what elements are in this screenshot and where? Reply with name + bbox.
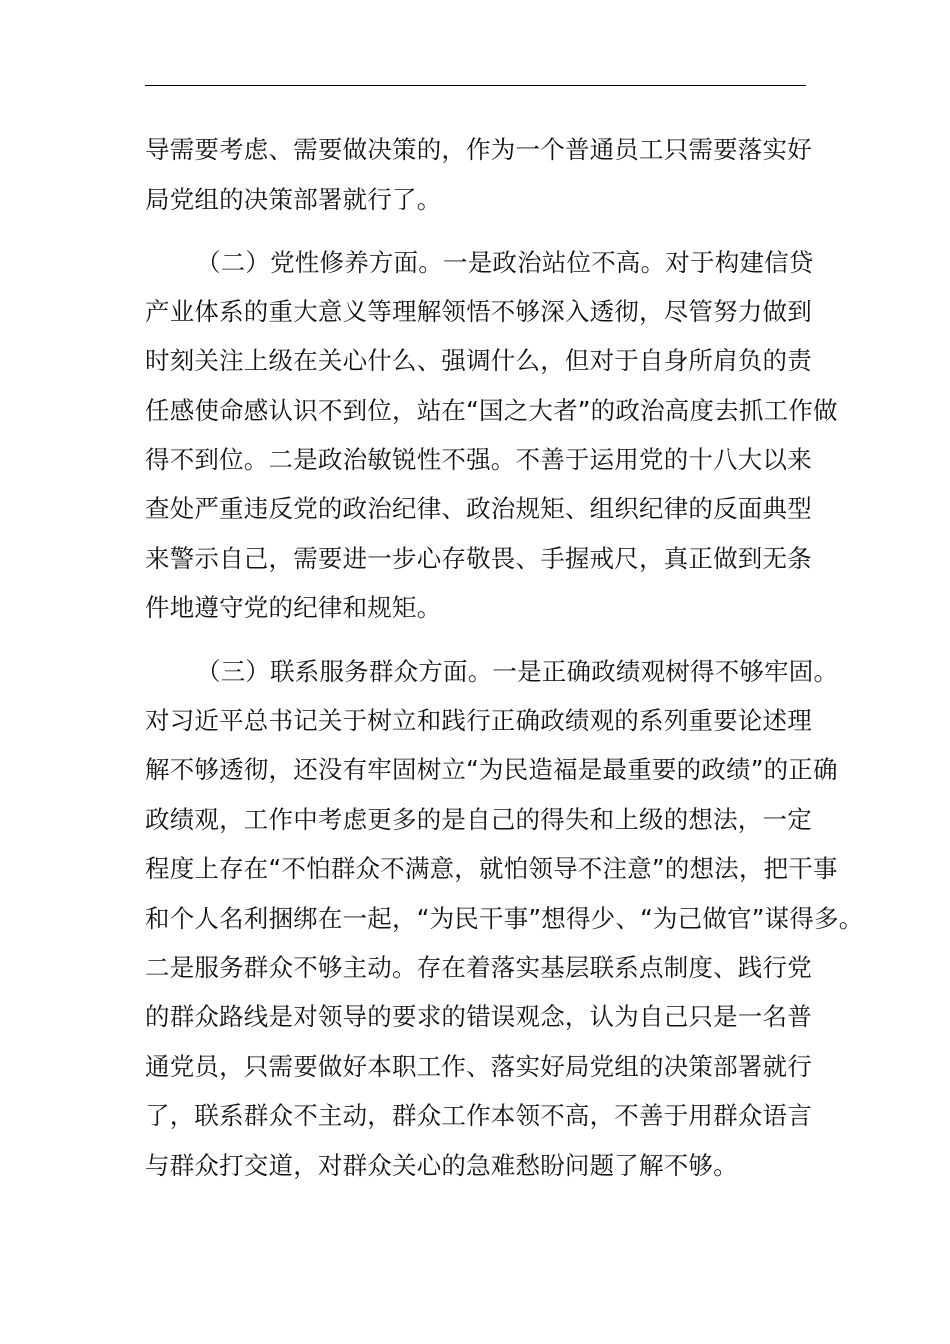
- paragraph-line: 与群众打交道，对群众关心的急难愁盼问题了解不够。: [145, 1151, 738, 1180]
- paragraph-line: 了，联系群众不主动，群众工作本领不高，不善于用群众语言: [145, 1101, 812, 1130]
- paragraph-line: 局党组的决策部署就行了。: [145, 185, 442, 214]
- paragraph-line: 对习近平总书记关于树立和践行正确政绩观的系列重要论述理: [145, 706, 812, 735]
- paragraph-line: 来警示自己，需要进一步心存敬畏、手握戒尺，真正做到无条: [145, 544, 812, 573]
- paragraph-line: 任感使命感认识不到位，站在“国之大者”的政治高度去抓工作做: [145, 396, 838, 425]
- paragraph-line: 得不到位。二是政治敏锐性不强。不善于运用党的十八大以来: [145, 445, 812, 474]
- paragraph-line: 查处严重违反党的政治纪律、政治规矩、组织纪律的反面典型: [145, 494, 812, 523]
- paragraph-line: 通党员，只需要做好本职工作、落实好局党组的决策部署就行: [145, 1052, 812, 1081]
- section-3-heading-line: （三）联系服务群众方面。一是正确政绩观树得不够牢固。: [196, 657, 839, 686]
- paragraph-line: 产业体系的重大意义等理解领悟不够深入透彻，尽管努力做到: [145, 297, 812, 326]
- paragraph-line: 政绩观，工作中考虑更多的是自己的得失和上级的想法，一定: [145, 805, 812, 834]
- paragraph-line: 件地遵守党的纪律和规矩。: [145, 593, 442, 622]
- paragraph-line: 程度上存在“不怕群众不满意，就怕领导不注意”的想法，把干事: [145, 854, 838, 883]
- paragraph-line: 二是服务群众不够主动。存在着落实基层联系点制度、践行党: [145, 953, 812, 982]
- section-2-heading-line: （二）党性修养方面。一是政治站位不高。对于构建信贷: [196, 248, 814, 277]
- header-rule: [145, 85, 806, 86]
- paragraph-line: 和个人名利捆绑在一起，“为民干事”想得少、“为己做官”谋得多。: [145, 904, 864, 933]
- paragraph-line: 导需要考虑、需要做决策的，作为一个普通员工只需要落实好: [145, 135, 812, 164]
- paragraph-line: 时刻关注上级在关心什么、强调什么，但对于自身所肩负的责: [145, 346, 812, 375]
- paragraph-line: 解不够透彻，还没有牢固树立“为民造福是最重要的政绩”的正确: [145, 755, 838, 784]
- paragraph-line: 的群众路线是对领导的要求的错误观念，认为自己只是一名普: [145, 1002, 812, 1031]
